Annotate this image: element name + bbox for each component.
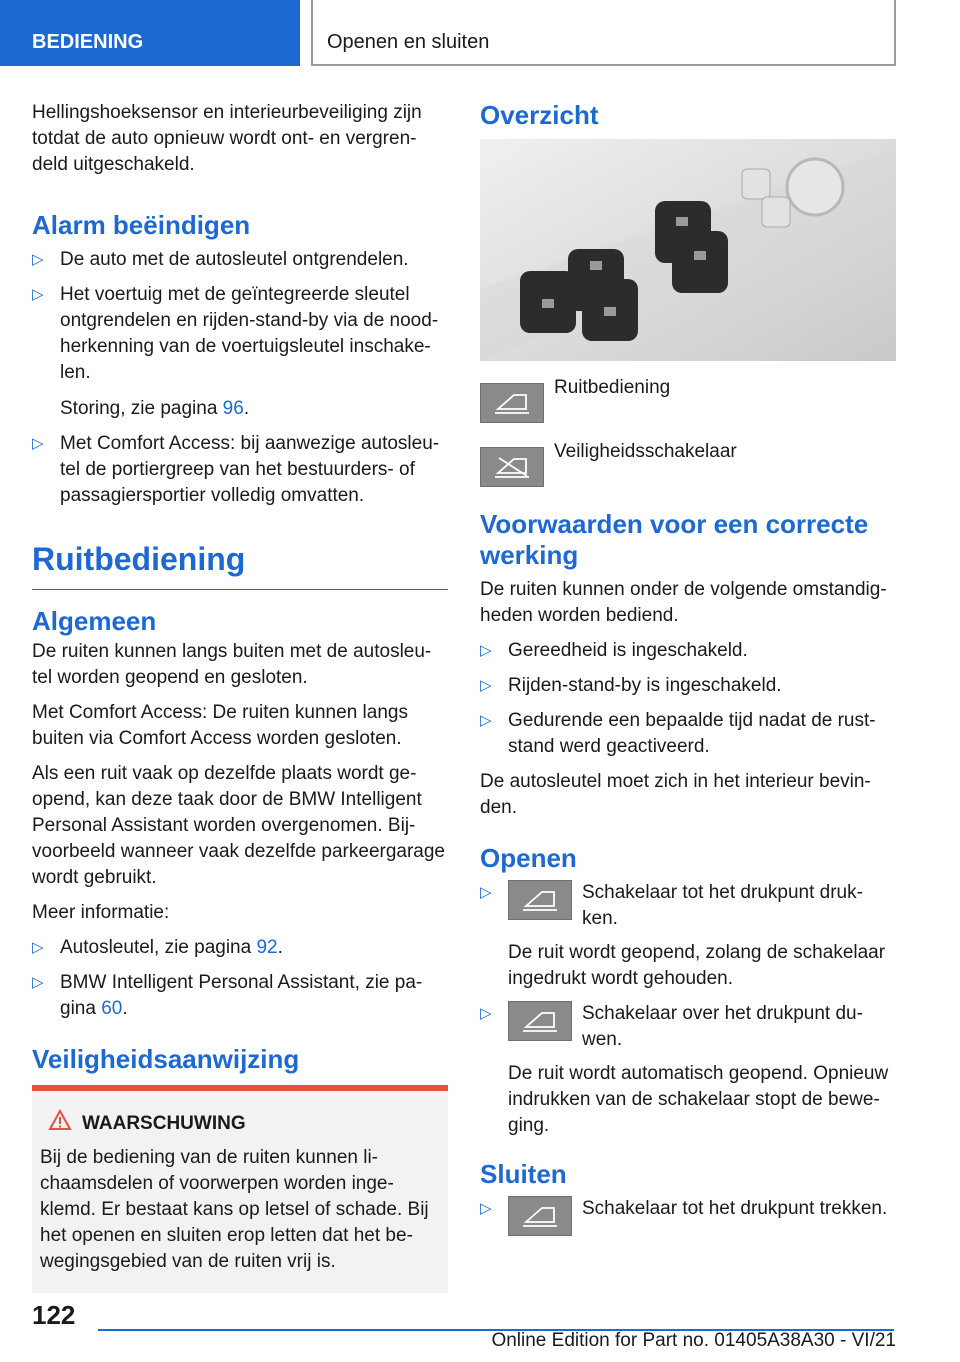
warning-title: WAARSCHUWING	[82, 1113, 246, 1135]
warning-title-row	[40, 1109, 440, 1139]
legend-veiligheidsschakelaar	[480, 439, 896, 495]
triangle-bullet-icon: ▷	[32, 435, 44, 452]
reference-list	[32, 935, 448, 1022]
window-switch-icon	[508, 880, 572, 920]
list-item: ▷ Schakelaar over het drukpunt du-wen. De ruit wordt automatisch geopend. Opnieuw indrukken van de schakelaar stopt de bewe-ging.	[480, 1001, 896, 1139]
list-item: ▷ Met Comfort Access: bij aanwezige autosleu-tel de portiergreep van het bestuurders- of passagiersportier volledig omvatten.	[32, 433, 440, 506]
voorwaarden-paragraph-2: De autosleutel moet zich in het interieur bevin-den.	[480, 771, 871, 818]
triangle-bullet-icon: ▷	[480, 1200, 492, 1217]
algemeen-paragraph-3: Als een ruit vaak op dezelfde plaats wordt ge-opend, kan deze taak door de BMW Intelligent Personal Assistant worden overgenomen. Bij-voorbeeld wanneer vaak dezelfde parkeergarage wordt gebruikt.	[32, 763, 445, 888]
veiligheid-heading: Veiligheidsaanwijzing	[32, 1044, 300, 1074]
window-switches-photo	[480, 139, 896, 361]
page-link-96[interactable]: 96	[222, 398, 244, 419]
warning-triangle-icon	[48, 1109, 78, 1139]
page-title: Ruitbediening	[32, 539, 448, 590]
edition-note: Online Edition for Part no. 01405A38A30 - VI/21	[491, 1330, 896, 1351]
list-item: ▷ Gedurende een bepaalde tijd nadat de rust-stand werd geactiveerd.	[480, 710, 876, 757]
window-switch-icon	[508, 1001, 572, 1041]
list-item: ▷ Het voertuig met de geïntegreerde sleutel ontgrendelen en rijden-stand-by via de nood-herkenning van de voertuigsleutel inschake-len. Storing, zie pagina 96.	[32, 282, 448, 422]
section-tab	[0, 0, 300, 66]
list-item: ▷ Schakelaar tot het drukpunt druk-ken. De ruit wordt geopend, zolang de schakelaar ingedrukt wordt gehouden.	[480, 880, 896, 992]
overzicht-heading: Overzicht	[480, 100, 599, 130]
safety-switch-icon	[480, 447, 544, 487]
list-item: ▷ Autosleutel, zie pagina 92.	[32, 935, 448, 961]
triangle-bullet-icon: ▷	[480, 1005, 492, 1022]
open-option-2: Schakelaar over het drukpunt du-wen.	[508, 1001, 896, 1053]
legend-label-1: Ruitbediening	[554, 377, 671, 398]
algemeen-heading: Algemeen	[32, 606, 157, 636]
triangle-bullet-icon: ▷	[480, 677, 492, 694]
triangle-bullet-icon: ▷	[32, 251, 44, 268]
sluiten-list	[480, 1196, 896, 1236]
triangle-bullet-icon: ▷	[480, 712, 492, 729]
voorwaarden-paragraph: De ruiten kunnen onder de volgende omstandig-heden worden bediend.	[480, 579, 887, 626]
list-item: ▷ De auto met de autosleutel ontgrendelen.	[32, 247, 448, 273]
right-column	[480, 100, 896, 1245]
list-item: ▷ Gereedheid is ingeschakeld.	[480, 638, 896, 664]
page-link-60[interactable]: 60	[101, 998, 123, 1019]
triangle-bullet-icon: ▷	[32, 974, 44, 991]
chapter-tab	[311, 0, 896, 66]
warning-box	[32, 1085, 448, 1293]
intro-paragraph: Hellingshoeksensor en interieurbeveiliging zijn totdat de auto opnieuw wordt ont- en vergren-deld uitgeschakeld.	[32, 102, 422, 175]
triangle-bullet-icon: ▷	[480, 642, 492, 659]
storing-reference: Storing, zie pagina 96.	[60, 398, 250, 419]
alarm-list	[32, 247, 448, 509]
list-item: ▷ BMW Intelligent Personal Assistant, zie pa-gina 60.	[32, 972, 423, 1019]
page-link-92[interactable]: 92	[256, 937, 278, 958]
meer-informatie: Meer informatie:	[32, 902, 170, 923]
section-label: BEDIENING	[32, 31, 144, 53]
legend-label-2: Veiligheidsschakelaar	[554, 441, 737, 462]
algemeen-paragraph-1: De ruiten kunnen langs buiten met de autosleu-tel worden geopend en gesloten.	[32, 641, 432, 688]
warning-text: Bij de bediening van de ruiten kunnen li-chaamsdelen of voorwerpen worden inge-klemd. Er bestaat kans op letsel of schade. Bij het openen en sluiten erop letten dat het be-wegingsgebied van de ruiten vrij is.	[40, 1147, 429, 1272]
legend-ruitbediening	[480, 375, 896, 431]
window-switch-icon	[508, 1196, 572, 1236]
chapter-label: Openen en sluiten	[327, 31, 490, 53]
close-option-1: Schakelaar tot het drukpunt trekken.	[508, 1196, 896, 1236]
voorwaarden-heading: Voorwaarden voor een correcte werking	[480, 509, 869, 570]
algemeen-paragraph-2: Met Comfort Access: De ruiten kunnen langs buiten via Comfort Access worden gesloten.	[32, 702, 408, 749]
open-option-1: Schakelaar tot het drukpunt druk-ken.	[508, 880, 896, 932]
triangle-bullet-icon: ▷	[32, 939, 44, 956]
triangle-bullet-icon: ▷	[480, 884, 492, 901]
alarm-heading: Alarm beëindigen	[32, 210, 251, 240]
triangle-bullet-icon: ▷	[32, 286, 44, 303]
openen-list	[480, 880, 896, 1139]
list-item: ▷ Rijden-stand-by is ingeschakeld.	[480, 673, 896, 699]
page-number: 122	[32, 1300, 76, 1330]
left-column	[32, 100, 448, 1293]
voorwaarden-list	[480, 638, 896, 760]
window-switch-icon	[480, 383, 544, 423]
sluiten-heading: Sluiten	[480, 1159, 567, 1189]
openen-heading: Openen	[480, 843, 577, 873]
list-item	[480, 1196, 896, 1236]
